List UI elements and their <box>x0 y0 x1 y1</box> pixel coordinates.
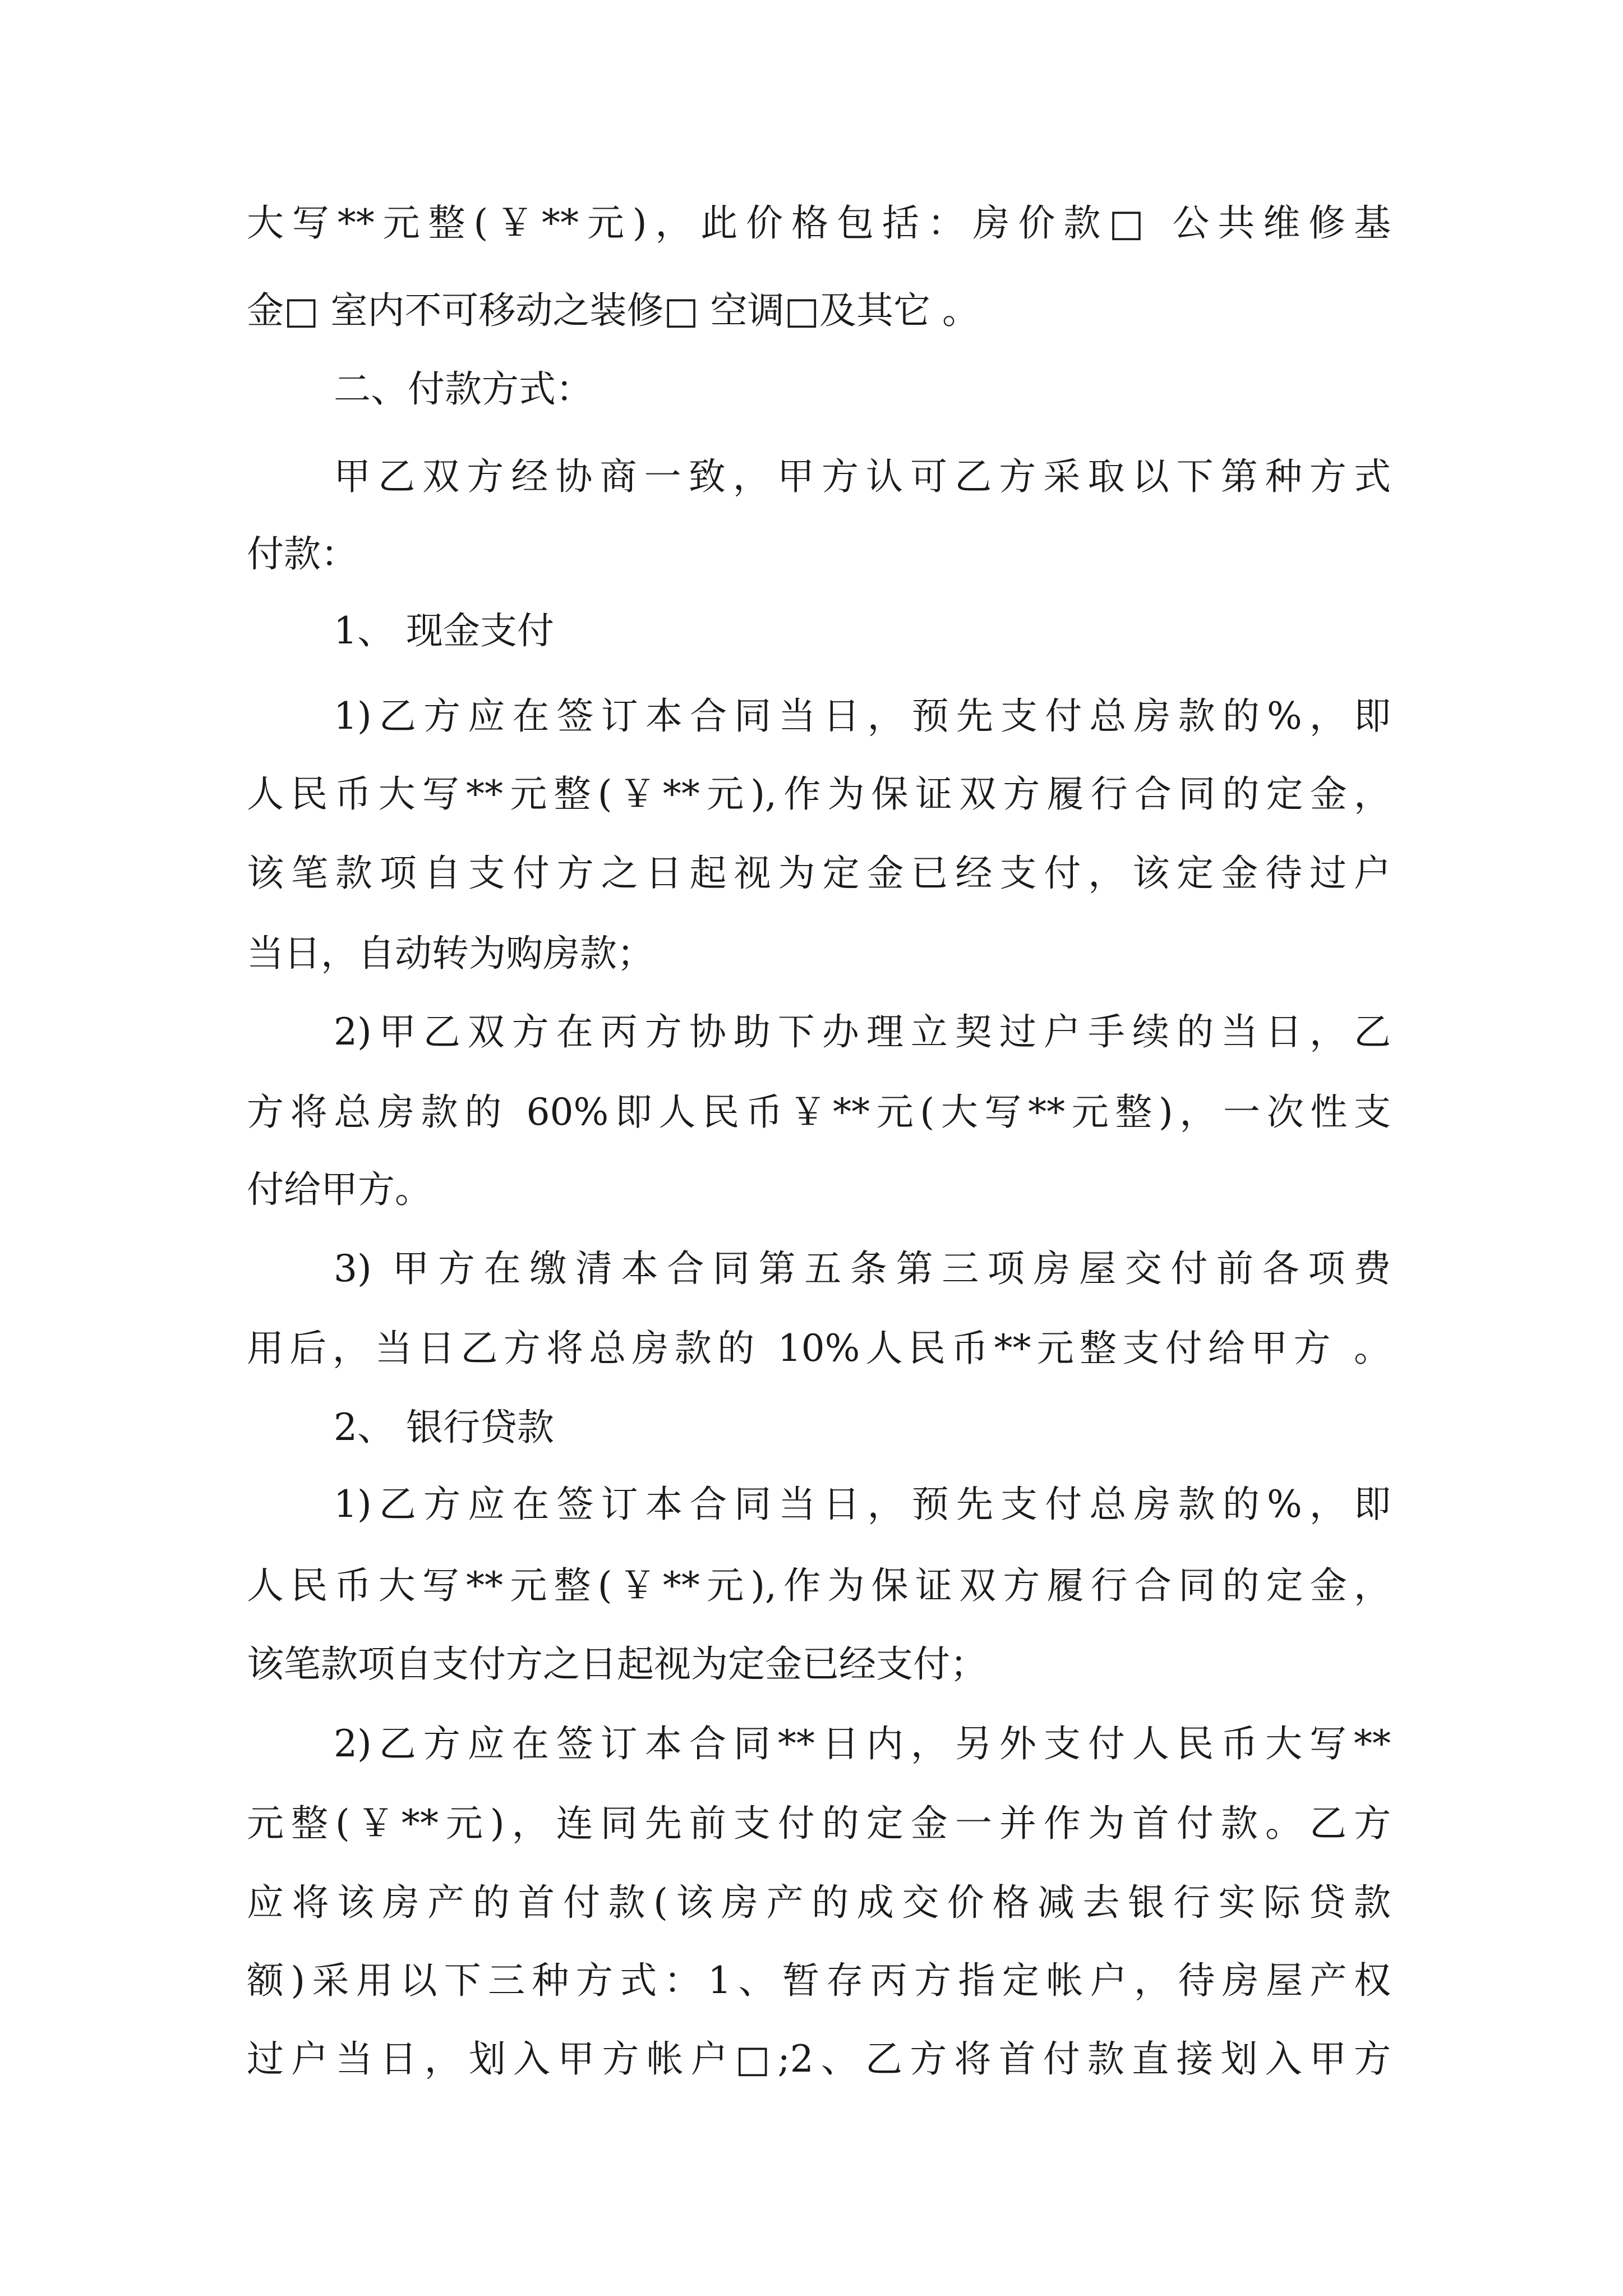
text-line: 方将总房款的 60%即人民币￥**元(大写**元整)，一次性支 <box>247 1091 1391 1134</box>
text-line: 付给甲方。 <box>247 1168 432 1211</box>
text-line: 人民币大写**元整(￥**元),作为保证双方履行合同的定金， <box>247 772 1391 816</box>
subsection-heading: 1、 现金支付 <box>334 609 554 652</box>
text-line: 付款： <box>247 532 358 576</box>
text-line: 2)乙方应在签订本合同**日内，另外支付人民币大写** <box>334 1722 1391 1765</box>
text-line: 大写**元整(￥**元)，此价格包括：房价款□ 公共维修基 <box>247 201 1391 245</box>
text-line: 1)乙方应在签订本合同当日，预先支付总房款的%，即 <box>334 694 1391 738</box>
text-line: 金□ 室内不可移动之装修□ 空调□及其它 。 <box>247 289 980 332</box>
text-line: 3) 甲方在缴清本合同第五条第三项房屋交付前各项费 <box>334 1247 1391 1290</box>
text-line: 当日，自动转为购房款； <box>247 932 654 975</box>
text-line: 2)甲乙双方在丙方协助下办理立契过户手续的当日，乙 <box>334 1010 1391 1053</box>
text-line: 应将该房产的首付款(该房产的成交价格减去银行实际贷款 <box>247 1881 1391 1924</box>
text-line: 用后，当日乙方将总房款的 10%人民币**元整支付给甲方 。 <box>247 1327 1391 1370</box>
subsection-heading: 2、 银行贷款 <box>334 1406 554 1449</box>
text-line: 额)采用以下三种方式：1、暂存丙方指定帐户，待房屋产权 <box>247 1959 1391 2002</box>
text-line: 该笔款项自支付方之日起视为定金已经支付，该定金待过户 <box>247 852 1391 895</box>
text-line: 甲乙双方经协商一致，甲方认可乙方采取以下第种方式 <box>334 455 1391 498</box>
text-line: 过户当日，划入甲方帐户□;2、乙方将首付款直接划入甲方 <box>247 2037 1391 2081</box>
text-line: 该笔款项自支付方之日起视为定金已经支付； <box>247 1642 987 1686</box>
text-line: 人民币大写**元整(￥**元),作为保证双方履行合同的定金， <box>247 1564 1391 1607</box>
text-line: 元整(￥**元)，连同先前支付的定金一并作为首付款。乙方 <box>247 1802 1391 1845</box>
section-heading: 二、付款方式： <box>334 367 593 411</box>
text-line: 1)乙方应在签订本合同当日，预先支付总房款的%，即 <box>334 1483 1391 1526</box>
